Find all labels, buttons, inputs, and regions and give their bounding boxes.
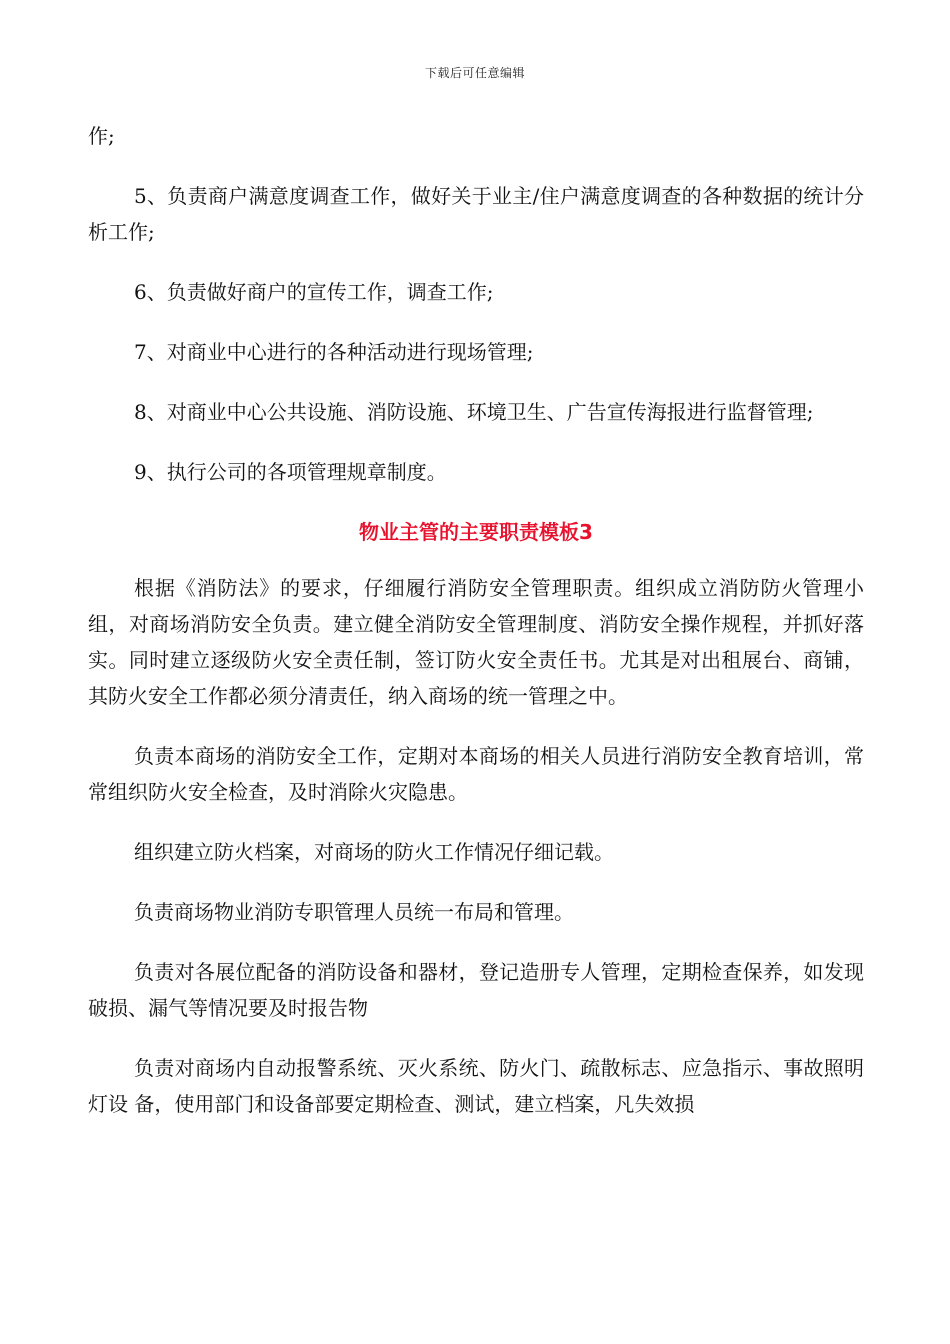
paragraph: 9、执行公司的各项管理规章制度。 (134, 460, 447, 484)
paragraph: 作; (88, 124, 115, 148)
page-header: 下载后可任意编辑 (424, 66, 525, 80)
paragraph: 组织建立防火档案，对商场的防火工作情况仔细记载。 (134, 840, 614, 864)
paragraph: 5、负责商户满意度调查工作，做好关于业主/住户满意度调查的各种数据的统计分析工作; (88, 184, 864, 244)
paragraph: 8、对商业中心公共设施、消防设施、环境卫生、广告宣传海报进行监督管理; (134, 400, 814, 424)
section-title: 物业主管的主要职责模板3 (359, 520, 593, 544)
paragraph: 负责本商场的消防安全工作，定期对本商场的相关人员进行消防安全教育培训，常常组织防火安全检查，及时消除火灾隐患。 (88, 744, 864, 804)
paragraph: 6、负责做好商户的宣传工作，调查工作; (134, 280, 494, 304)
document-body (88, 118, 864, 1146)
paragraph: 负责商场物业消防专职管理人员统一布局和管理。 (134, 900, 574, 924)
paragraph: 根据《消防法》的要求，仔细履行消防安全管理职责。组织成立消防防火管理小组，对商场消防安全负责。建立健全消防安全管理制度、消防安全操作规程，并抓好落实。同时建立逐级防火安全责任制，签订防火安全责任书。尤其是对出租展台、商铺，其防火安全工作都必须分清责任，纳入商场的统一管理之中。 (88, 576, 864, 708)
paragraph: 7、对商业中心进行的各种活动进行现场管理; (134, 340, 534, 364)
paragraph: 负责对商场内自动报警系统、灭火系统、防火门、疏散标志、应急指示、事故照明灯设 备，使用部门和设备部要定期检查、测试，建立档案，凡失效损 (88, 1056, 864, 1116)
paragraph: 负责对各展位配备的消防设备和器材，登记造册专人管理，定期检查保养，如发现破损、漏气等情况要及时报告物 (88, 960, 864, 1020)
